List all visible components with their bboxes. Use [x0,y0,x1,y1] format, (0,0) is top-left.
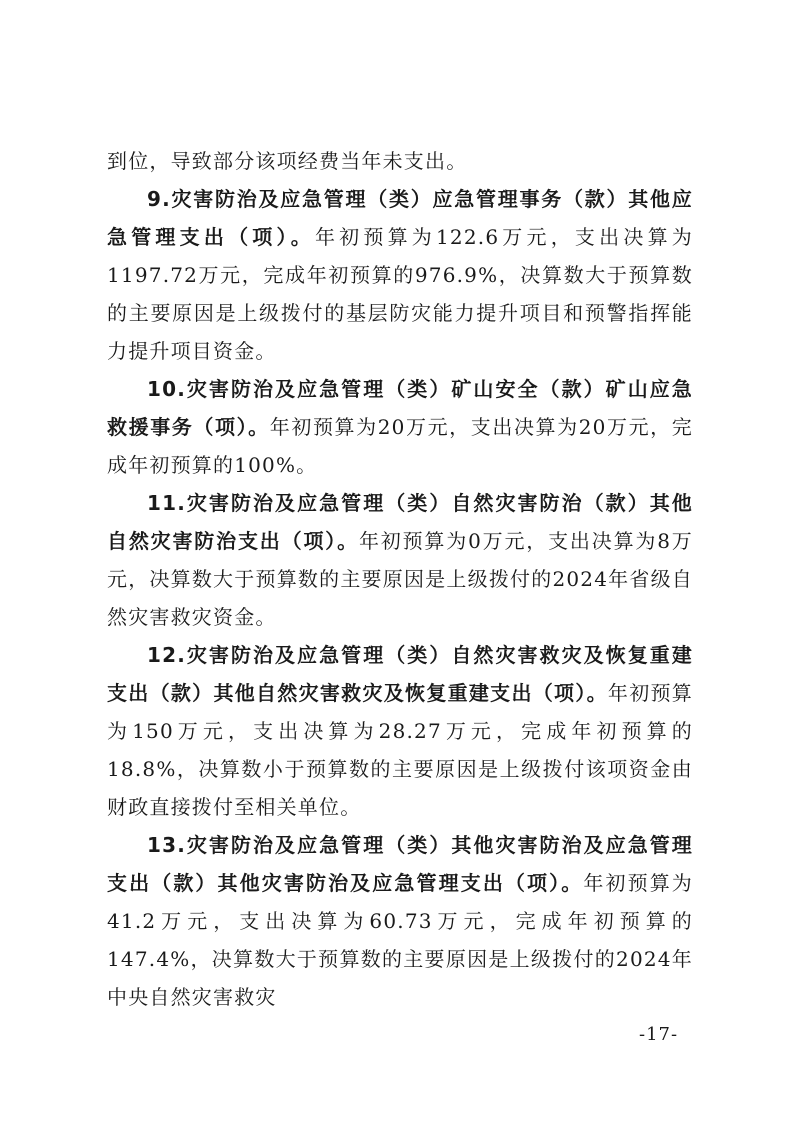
paragraph-text: 到位，导致部分该项经费当年未支出。 [107,149,468,173]
paragraph-text: 年初预算为122.6万元，支出决算为1197.72万元，完成年初预算的976.9%，决算数大于预算数的主要原因是上级拨付的基层防灾能力提升项目和预警指挥能力提升项目资金。 [107,225,693,363]
paragraph-text: 年初预算为150万元，支出决算为28.27万元，完成年初预算的18.8%，决算数小于预算数的主要原因是上级拨付该项资金由财政直接拨付至相关单位。 [107,681,693,819]
paragraph-item-10 [107,370,693,484]
paragraph-item-12 [107,636,693,826]
paragraph-text: 年初预算为0万元，支出决算为8万元，决算数大于预算数的主要原因是上级拨付的2024年省级自然灾害救灾资金。 [107,529,693,629]
paragraph-heading: 10.灾害防治及应急管理（类）矿山安全（款）矿山应急救援事务（项）。 [107,377,693,439]
paragraph-text: 年初预算为41.2万元，支出决算为60.73万元，完成年初预算的147.4%，决算数大于预算数的主要原因是上级拨付的2024年中央自然灾害救灾 [107,871,694,1009]
paragraph-heading: 11.灾害防治及应急管理（类）自然灾害防治（款）其他自然灾害防治支出（项）。 [107,491,693,553]
paragraph-heading: 12.灾害防治及应急管理（类）自然灾害救灾及恢复重建支出（款）其他自然灾害救灾及恢复重建支出（项）。 [107,643,693,705]
paragraph-item-13 [107,826,693,1016]
paragraph-heading: 13.灾害防治及应急管理（类）其他灾害防治及应急管理支出（款）其他灾害防治及应急管理支出（项）。 [107,833,693,895]
paragraph-heading: 9.灾害防治及应急管理（类）应急管理事务（款）其他应急管理支出（项）。 [107,187,693,249]
paragraph-item-9 [107,180,693,370]
page-number: -17- [639,1024,679,1045]
paragraph-continuation [107,142,693,180]
document-body [107,142,693,1016]
paragraph-text: 年初预算为20万元，支出决算为20万元，完成年初预算的100%。 [107,415,693,477]
paragraph-item-11 [107,484,693,636]
